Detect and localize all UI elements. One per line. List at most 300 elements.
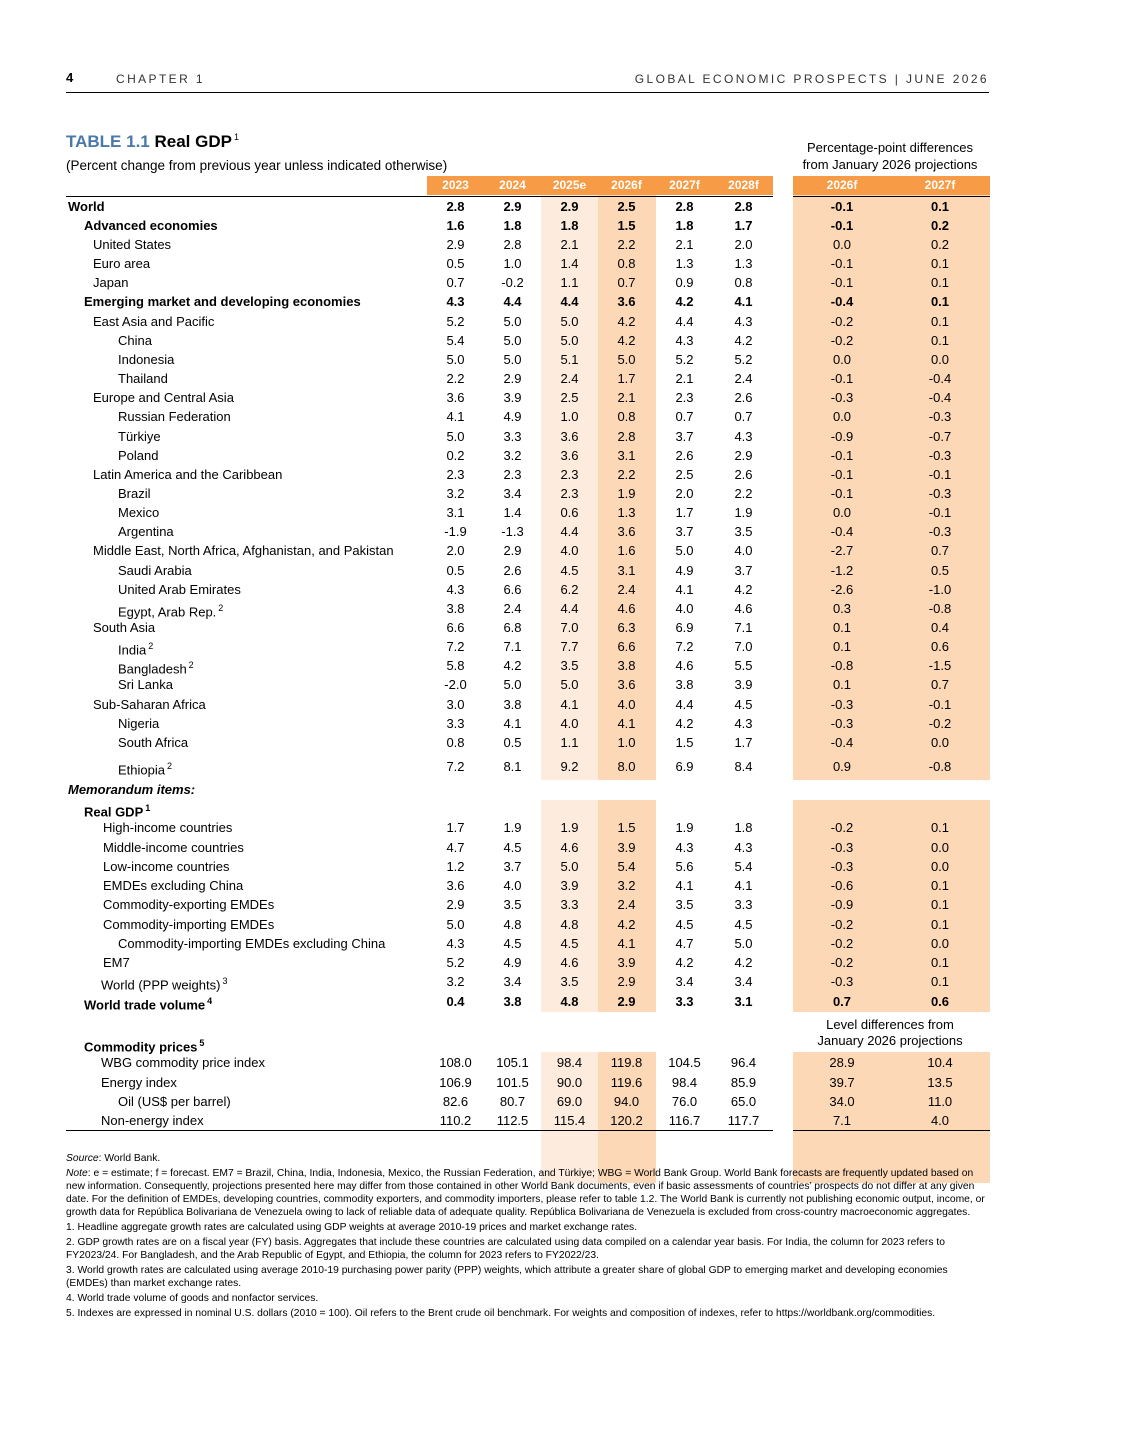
value-cell: 1.1 bbox=[560, 735, 579, 750]
value-cell: 8.0 bbox=[617, 759, 636, 774]
value-cell: 5.0 bbox=[446, 352, 465, 367]
value-cell: 3.8 bbox=[617, 658, 636, 673]
row-label bbox=[118, 503, 159, 522]
row-label-text: East Asia and Pacific bbox=[93, 314, 215, 329]
value-cell: 3.6 bbox=[617, 524, 636, 539]
value-cell: 2.8 bbox=[446, 199, 465, 214]
value-cell: 3.8 bbox=[503, 994, 522, 1009]
diff-cell: -0.8 bbox=[928, 601, 952, 616]
value-cell: 0.5 bbox=[446, 256, 465, 271]
value-cell: 7.0 bbox=[560, 620, 579, 635]
value-cell: 4.9 bbox=[675, 563, 694, 578]
value-cell: 90.0 bbox=[556, 1075, 583, 1090]
row-label bbox=[118, 733, 188, 752]
value-cell: 0.8 bbox=[617, 256, 636, 271]
memo-row bbox=[0, 876, 1000, 895]
table-row bbox=[0, 637, 1000, 656]
memo-row bbox=[0, 895, 1000, 914]
value-cell: 2.2 bbox=[446, 371, 465, 386]
row-label bbox=[93, 618, 155, 637]
diff-cell: -0.1 bbox=[830, 448, 854, 463]
value-cell: 4.0 bbox=[617, 697, 636, 712]
value-cell: 2.9 bbox=[503, 371, 522, 386]
level-title-line2: January 2026 projections bbox=[817, 1033, 963, 1048]
diff-cell: -0.2 bbox=[928, 716, 952, 731]
value-cell: 3.3 bbox=[503, 429, 522, 444]
memo-heading bbox=[0, 780, 1000, 799]
value-cell: 4.3 bbox=[734, 429, 753, 444]
diff-cell: 0.3 bbox=[832, 601, 852, 616]
row-label-text: Sri Lanka bbox=[118, 677, 173, 692]
value-cell: 7.2 bbox=[675, 639, 694, 654]
row-label-text: China bbox=[118, 333, 152, 348]
value-cell: 4.6 bbox=[675, 658, 694, 673]
value-cell: 1.8 bbox=[503, 218, 522, 233]
value-cell: -1.3 bbox=[501, 524, 524, 539]
row-label-text: Advanced economies bbox=[84, 218, 218, 233]
value-cell: 0.8 bbox=[734, 275, 753, 290]
diff-cell: 0.1 bbox=[930, 256, 950, 271]
diff-cell: 0.1 bbox=[930, 275, 950, 290]
value-cell: 5.2 bbox=[734, 352, 753, 367]
diff-cell: -0.8 bbox=[928, 759, 952, 774]
diff-cell: 0.6 bbox=[930, 639, 950, 654]
row-label bbox=[118, 675, 173, 694]
value-cell: 3.1 bbox=[617, 563, 636, 578]
row-footnote-marker: 4 bbox=[207, 996, 213, 1006]
footnotes bbox=[66, 1221, 991, 1320]
table-label: TABLE 1.1 bbox=[66, 132, 150, 151]
diff-cell: 0.0 bbox=[832, 352, 852, 367]
row-label-text: Bangladesh bbox=[118, 661, 187, 677]
value-cell: 1.6 bbox=[617, 543, 636, 558]
year-header: 2025e bbox=[552, 178, 587, 192]
value-cell: 3.3 bbox=[734, 897, 753, 912]
value-cell: 4.2 bbox=[617, 314, 636, 329]
value-cell: 120.2 bbox=[610, 1113, 643, 1128]
value-cell: 1.9 bbox=[560, 820, 579, 835]
value-cell: 0.8 bbox=[617, 409, 636, 424]
value-cell: 2.1 bbox=[675, 371, 694, 386]
value-cell: 4.0 bbox=[503, 878, 522, 893]
value-cell: 4.6 bbox=[560, 840, 579, 855]
row-label-text: Sub-Saharan Africa bbox=[93, 697, 206, 712]
table-row bbox=[0, 331, 1000, 350]
value-cell: 2.9 bbox=[617, 994, 636, 1009]
diff-title-line2: from January 2026 projections bbox=[802, 157, 978, 172]
diff-cell: 0.0 bbox=[930, 859, 950, 874]
page-number: 4 bbox=[66, 70, 74, 85]
value-cell: 4.2 bbox=[617, 917, 636, 932]
table-row bbox=[0, 618, 1000, 637]
value-cell: 3.3 bbox=[675, 994, 694, 1009]
value-cell: 2.4 bbox=[503, 601, 522, 616]
value-cell: 3.2 bbox=[503, 448, 522, 463]
row-label bbox=[118, 350, 174, 369]
value-cell: 112.5 bbox=[496, 1113, 529, 1128]
row-label bbox=[118, 331, 152, 350]
diff-cell: 0.0 bbox=[832, 237, 852, 252]
value-cell: 2.8 bbox=[617, 429, 636, 444]
row-label bbox=[103, 953, 130, 972]
footnote: 1. Headline aggregate growth rates are calculated using GDP weights at average 2010-19 prices and market exchange rates. bbox=[66, 1222, 638, 1233]
value-cell: 4.5 bbox=[503, 936, 522, 951]
value-cell: 5.4 bbox=[617, 859, 636, 874]
row-label bbox=[118, 934, 385, 953]
value-cell: 80.7 bbox=[499, 1094, 526, 1109]
value-cell: 1.9 bbox=[734, 505, 753, 520]
row-label bbox=[93, 235, 171, 254]
value-cell: 3.1 bbox=[446, 505, 465, 520]
value-cell: 116.7 bbox=[668, 1113, 701, 1128]
row-label-text: Commodity-exporting EMDEs bbox=[103, 897, 275, 912]
value-cell: 5.0 bbox=[560, 677, 579, 692]
value-cell: 4.1 bbox=[560, 697, 579, 712]
row-label-text: Türkiye bbox=[118, 429, 161, 444]
value-cell: 4.6 bbox=[734, 601, 753, 616]
value-cell: 3.4 bbox=[503, 486, 522, 501]
diff-cell: 0.7 bbox=[930, 543, 950, 558]
row-label-text: Nigeria bbox=[118, 716, 160, 731]
value-cell: 7.1 bbox=[734, 620, 753, 635]
diff-cell: -0.4 bbox=[830, 735, 854, 750]
value-cell: 2.5 bbox=[560, 390, 579, 405]
table-row bbox=[0, 312, 1000, 331]
value-cell: 104.5 bbox=[668, 1055, 701, 1070]
value-cell: 119.8 bbox=[610, 1055, 643, 1070]
memo-row bbox=[0, 915, 1000, 934]
value-cell: 0.5 bbox=[503, 735, 522, 750]
diff-cell: -0.3 bbox=[830, 390, 854, 405]
value-cell: 7.7 bbox=[560, 639, 579, 654]
row-label bbox=[118, 1092, 231, 1111]
value-cell: 4.2 bbox=[503, 658, 522, 673]
value-cell: -2.0 bbox=[444, 677, 467, 692]
value-cell: 0.4 bbox=[446, 994, 465, 1009]
value-cell: 1.5 bbox=[617, 218, 636, 233]
value-cell: 5.0 bbox=[560, 333, 579, 348]
table-row bbox=[0, 197, 1000, 216]
diff-cell: -1.2 bbox=[830, 563, 854, 578]
value-cell: 2.8 bbox=[503, 237, 522, 252]
footnote: 3. World growth rates are calculated using average 2010-19 purchasing power parity (PPP) weights, which attribute a greater share of global GDP to emerging market and developing economies (EMDEs) than market exchange rates. bbox=[66, 1265, 948, 1289]
value-cell: 1.8 bbox=[675, 218, 694, 233]
row-label-text: WBG commodity price index bbox=[101, 1055, 265, 1070]
row-footnote-marker: 2 bbox=[218, 603, 224, 613]
value-cell: 1.0 bbox=[560, 409, 579, 424]
value-cell: 4.0 bbox=[560, 716, 579, 731]
value-cell: 0.7 bbox=[617, 275, 636, 290]
row-label bbox=[101, 1073, 177, 1092]
value-cell: 4.8 bbox=[503, 917, 522, 932]
diff-cell: -0.2 bbox=[830, 820, 854, 835]
value-cell: 3.7 bbox=[503, 859, 522, 874]
diff-cell: 4.0 bbox=[930, 1113, 950, 1128]
value-cell: 4.3 bbox=[734, 840, 753, 855]
value-cell: 5.0 bbox=[503, 333, 522, 348]
table-row bbox=[0, 541, 1000, 560]
diff-cell: 0.1 bbox=[930, 974, 950, 989]
table-bottom-rule bbox=[66, 1130, 773, 1131]
value-cell: 5.0 bbox=[503, 677, 522, 692]
value-cell: 4.3 bbox=[446, 582, 465, 597]
value-cell: 4.1 bbox=[734, 294, 753, 309]
row-label-text: Mexico bbox=[118, 505, 160, 520]
table-row bbox=[0, 733, 1000, 752]
table-row bbox=[0, 407, 1000, 426]
header-rule bbox=[66, 92, 989, 93]
row-label bbox=[68, 197, 105, 216]
value-cell: 4.2 bbox=[734, 955, 753, 970]
value-cell: 0.2 bbox=[446, 448, 465, 463]
diff-cell: 0.1 bbox=[930, 294, 950, 309]
memo-real-gdp-heading bbox=[0, 799, 1000, 818]
value-cell: 6.6 bbox=[446, 620, 465, 635]
diff-cell: -0.1 bbox=[928, 697, 952, 712]
diff-cell: -1.0 bbox=[928, 582, 952, 597]
value-cell: 2.9 bbox=[734, 448, 753, 463]
value-cell: 2.3 bbox=[560, 486, 579, 501]
general-note bbox=[66, 1167, 991, 1219]
value-cell: 4.0 bbox=[734, 543, 753, 558]
row-label bbox=[103, 857, 229, 876]
value-cell: 119.6 bbox=[610, 1075, 643, 1090]
note-text: : e = estimate; f = forecast. EM7 = Brazil, China, India, Indonesia, Mexico, the Russian Federation, and Türkiye; WBG = World Bank Group. World Bank forecasts are frequently updated based on new information. Consequently, projections presented here may differ from those contained in other World Bank documents, even if basic assessments of countries’ prospects do not differ at any given date. For the definition of EMDEs, developing countries, commodity exporters, and commodity importers, please refer to table 1.2. The World Bank is currently not publishing economic output, income, or growth data for República Bolivariana de Venezuela owing to lack of reliable data of adequate quality. República Bolivariana de Venezuela is excluded from cross-country macroeconomic aggregates. bbox=[66, 1168, 985, 1218]
row-label bbox=[118, 407, 231, 426]
value-cell: 1.9 bbox=[503, 820, 522, 835]
value-cell: 65.0 bbox=[730, 1094, 757, 1109]
value-cell: 4.3 bbox=[734, 314, 753, 329]
diff-cell: -0.4 bbox=[830, 524, 854, 539]
value-cell: 1.7 bbox=[617, 371, 636, 386]
value-cell: 2.9 bbox=[560, 199, 579, 214]
value-cell: 105.1 bbox=[496, 1055, 529, 1070]
diff-cell: -0.3 bbox=[830, 716, 854, 731]
row-label bbox=[93, 273, 128, 292]
value-cell: 4.8 bbox=[560, 994, 579, 1009]
diff-cell: -0.1 bbox=[830, 199, 854, 214]
diff-cell: 0.2 bbox=[930, 218, 950, 233]
value-cell: 6.3 bbox=[617, 620, 636, 635]
value-cell: 4.4 bbox=[503, 294, 522, 309]
value-cell: 3.6 bbox=[617, 677, 636, 692]
value-cell: 7.2 bbox=[446, 639, 465, 654]
value-cell: 69.0 bbox=[556, 1094, 583, 1109]
value-cell: 3.7 bbox=[675, 429, 694, 444]
row-label-text: United Arab Emirates bbox=[118, 582, 241, 597]
value-cell: 2.6 bbox=[734, 467, 753, 482]
value-cell: 5.0 bbox=[734, 936, 753, 951]
table-row bbox=[0, 235, 1000, 254]
value-cell: 4.3 bbox=[446, 936, 465, 951]
diff-cell: 0.1 bbox=[930, 314, 950, 329]
memo-row bbox=[0, 992, 1000, 1011]
value-cell: 3.4 bbox=[675, 974, 694, 989]
value-cell: 4.3 bbox=[446, 294, 465, 309]
diff-cell: 0.1 bbox=[930, 917, 950, 932]
diff-cell: -0.9 bbox=[830, 897, 854, 912]
diff-cell: 13.5 bbox=[927, 1075, 953, 1090]
table-row bbox=[0, 675, 1000, 694]
row-label-text: Argentina bbox=[118, 524, 174, 539]
value-cell: 2.2 bbox=[617, 237, 636, 252]
value-cell: 1.7 bbox=[734, 735, 753, 750]
value-cell: 2.0 bbox=[734, 237, 753, 252]
value-cell: 2.6 bbox=[734, 390, 753, 405]
table-row bbox=[0, 757, 1000, 776]
diff-cell: -0.8 bbox=[830, 658, 854, 673]
value-cell: 3.7 bbox=[734, 563, 753, 578]
diff-cell: 0.1 bbox=[832, 620, 852, 635]
diff-cell: 0.7 bbox=[930, 677, 950, 692]
publication-title: GLOBAL ECONOMIC PROSPECTS | JUNE 2026 bbox=[634, 72, 989, 86]
value-cell: 2.1 bbox=[675, 237, 694, 252]
row-label-text: World bbox=[68, 199, 105, 214]
diff-cell: 0.1 bbox=[930, 333, 950, 348]
row-footnote-marker: 1 bbox=[145, 803, 151, 813]
diff-cell: -0.2 bbox=[830, 936, 854, 951]
value-cell: 0.8 bbox=[446, 735, 465, 750]
table-row bbox=[0, 656, 1000, 675]
row-label bbox=[93, 388, 234, 407]
value-cell: 4.0 bbox=[675, 601, 694, 616]
row-footnote-marker: 2 bbox=[166, 761, 172, 771]
table-row bbox=[0, 522, 1000, 541]
diff-cell: -0.4 bbox=[928, 371, 952, 386]
diff-cell: -0.3 bbox=[830, 840, 854, 855]
diff-cell: 39.7 bbox=[829, 1075, 855, 1090]
commodity-row bbox=[0, 1092, 1000, 1111]
value-cell: 1.3 bbox=[734, 256, 753, 271]
diff-cell: -0.1 bbox=[830, 371, 854, 386]
diff-cell: 34.0 bbox=[829, 1094, 855, 1109]
value-cell: 3.2 bbox=[617, 878, 636, 893]
value-cell: 76.0 bbox=[671, 1094, 698, 1109]
value-cell: 7.1 bbox=[503, 639, 522, 654]
value-cell: 1.1 bbox=[560, 275, 579, 290]
value-cell: 3.3 bbox=[446, 716, 465, 731]
value-cell: 4.1 bbox=[446, 409, 465, 424]
table-row bbox=[0, 216, 1000, 235]
table-row bbox=[0, 388, 1000, 407]
row-label bbox=[84, 992, 212, 1014]
diff-cell: -0.3 bbox=[928, 486, 952, 501]
commodity-row bbox=[0, 1073, 1000, 1092]
value-cell: -0.2 bbox=[501, 275, 524, 290]
value-cell: 2.1 bbox=[560, 237, 579, 252]
diff-cell: 0.0 bbox=[930, 936, 950, 951]
diff-cell: 0.9 bbox=[832, 759, 852, 774]
value-cell: 2.8 bbox=[675, 199, 694, 214]
value-cell: 1.3 bbox=[617, 505, 636, 520]
value-cell: 4.9 bbox=[503, 955, 522, 970]
value-cell: 2.3 bbox=[503, 467, 522, 482]
source-note bbox=[66, 1152, 991, 1165]
value-cell: 4.0 bbox=[560, 543, 579, 558]
value-cell: 4.1 bbox=[734, 878, 753, 893]
value-cell: 5.4 bbox=[734, 859, 753, 874]
value-cell: 5.0 bbox=[560, 314, 579, 329]
diff-cell: 0.1 bbox=[832, 677, 852, 692]
row-label bbox=[118, 427, 161, 446]
value-cell: 4.5 bbox=[734, 917, 753, 932]
row-label bbox=[118, 714, 159, 733]
chapter-label: CHAPTER 1 bbox=[116, 72, 205, 86]
value-cell: 6.6 bbox=[617, 639, 636, 654]
value-cell: 3.3 bbox=[560, 897, 579, 912]
diff-cell: 0.1 bbox=[832, 639, 852, 654]
footnote: 4. World trade volume of goods and nonfactor services. bbox=[66, 1293, 319, 1304]
value-cell: 3.8 bbox=[446, 601, 465, 616]
value-cell: 98.4 bbox=[556, 1055, 583, 1070]
diff-cell: 0.7 bbox=[832, 994, 852, 1009]
diff-cell: 0.5 bbox=[930, 563, 950, 578]
value-cell: 2.4 bbox=[617, 897, 636, 912]
value-cell: 2.3 bbox=[560, 467, 579, 482]
value-cell: 4.2 bbox=[734, 582, 753, 597]
row-label-text: Ethiopia bbox=[118, 762, 165, 778]
value-cell: 3.4 bbox=[503, 974, 522, 989]
value-cell: 117.7 bbox=[727, 1113, 760, 1128]
footnote: 2. GDP growth rates are on a fiscal year (FY) basis. Aggregates that include these countries are calculated using data compiled on a calendar year basis. For India, the column for 2023 refers to FY2023/24. For Bangladesh, and the Arab Republic of Egypt, and Ethiopia, the column for 2023 refers to FY2022/23. bbox=[66, 1237, 945, 1261]
row-label bbox=[101, 972, 227, 994]
value-cell: 2.1 bbox=[617, 390, 636, 405]
table-row bbox=[0, 580, 1000, 599]
diff-cell: -0.1 bbox=[830, 256, 854, 271]
value-cell: 4.1 bbox=[617, 716, 636, 731]
diff-cell: 0.6 bbox=[930, 994, 950, 1009]
diff-cell: -0.7 bbox=[928, 429, 952, 444]
memo-heading-label bbox=[68, 780, 195, 799]
memo-real-gdp-heading-text: Real GDP bbox=[84, 804, 144, 820]
value-cell: 1.9 bbox=[675, 820, 694, 835]
diff-cell: -0.1 bbox=[830, 467, 854, 482]
row-label-text: High-income countries bbox=[103, 820, 233, 835]
memo-heading-text: Memorandum items: bbox=[68, 782, 196, 797]
diff-bottom-rule bbox=[793, 1130, 990, 1131]
table-row bbox=[0, 465, 1000, 484]
value-cell: 115.4 bbox=[553, 1113, 586, 1128]
diff-cell: 0.2 bbox=[930, 237, 950, 252]
diff-cell: 0.0 bbox=[930, 735, 950, 750]
row-label-text: World (PPP weights) bbox=[101, 977, 221, 993]
row-label-text: Middle East, North Africa, Afghanistan, and Pakistan bbox=[93, 543, 394, 558]
value-cell: 2.3 bbox=[446, 467, 465, 482]
value-cell: 110.2 bbox=[439, 1113, 472, 1128]
source-text: : World Bank. bbox=[98, 1153, 161, 1164]
value-cell: 2.4 bbox=[617, 582, 636, 597]
row-label-text: Japan bbox=[93, 275, 129, 290]
value-cell: 5.0 bbox=[560, 859, 579, 874]
value-cell: 2.5 bbox=[617, 199, 636, 214]
value-cell: 1.2 bbox=[446, 859, 465, 874]
diff-cell: -2.6 bbox=[830, 582, 854, 597]
value-cell: 4.6 bbox=[617, 601, 636, 616]
memo-row bbox=[0, 857, 1000, 876]
value-cell: 4.9 bbox=[503, 409, 522, 424]
value-cell: 3.1 bbox=[617, 448, 636, 463]
row-label-text: South Africa bbox=[118, 735, 189, 750]
value-cell: 3.6 bbox=[446, 878, 465, 893]
diff-cell: -0.1 bbox=[928, 505, 952, 520]
diff-cell: -0.3 bbox=[928, 409, 952, 424]
table-row bbox=[0, 369, 1000, 388]
value-cell: 2.9 bbox=[503, 543, 522, 558]
value-cell: 3.4 bbox=[734, 974, 753, 989]
row-label bbox=[93, 254, 150, 273]
value-cell: 1.8 bbox=[734, 820, 753, 835]
value-cell: 4.5 bbox=[560, 563, 579, 578]
